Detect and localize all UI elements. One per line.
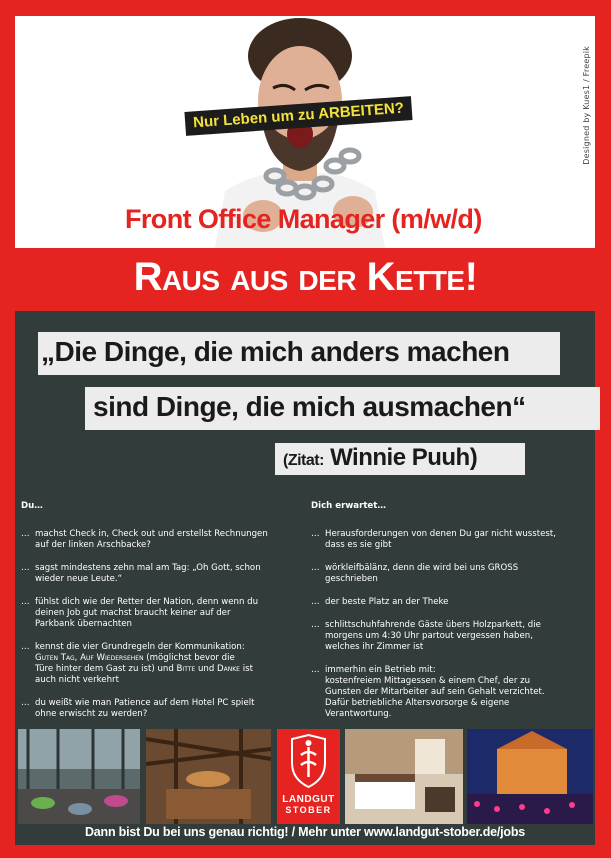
quote-line-1: „Die Dinge, die mich anders machen xyxy=(38,332,560,375)
list-item-text: Herausforderungen von denen Du gar nicht wusstest, dass es sie gibt xyxy=(325,529,556,550)
wooden-hall-photo xyxy=(146,729,271,824)
quote-attribution xyxy=(275,443,525,475)
list-item-text: schlittschuhfahrende Gäste übers Holzparkett, die morgens um 4:30 Uhr partout vergessen haben, welches ihr Zimmer ist xyxy=(325,620,541,652)
lounge-photo xyxy=(18,729,140,824)
ellipsis: … xyxy=(21,597,30,607)
photo-strip xyxy=(15,729,595,824)
list-item xyxy=(21,642,301,686)
expect-column xyxy=(311,501,593,732)
list-item xyxy=(21,529,301,551)
list-item xyxy=(311,620,593,653)
list-item-text: sagst mindestens zehn mal am Tag: „Oh Gott, schon wieder neue Leute.“ xyxy=(35,563,261,584)
event-night-photo xyxy=(467,729,593,824)
ellipsis: … xyxy=(311,597,320,607)
ellipsis: … xyxy=(311,529,320,539)
ellipsis: … xyxy=(21,698,30,708)
rule-text: und xyxy=(195,664,218,674)
list-item xyxy=(311,665,593,720)
list-item-text xyxy=(35,642,301,686)
communication-rules-intro: kennst die vier Grundregeln der Kommunikation: xyxy=(35,642,245,652)
quote-attribution-name: Winnie Puuh) xyxy=(330,444,478,471)
list-item-text: der beste Platz an der Theke xyxy=(325,597,449,607)
ellipsis: … xyxy=(21,642,30,652)
content-panel xyxy=(15,311,595,845)
list-item-text: immerhin ein Betrieb mit: kostenfreiem Mittagessen & einem Chef, der zu Gunsten der Mitarbeiter auf sein Gehalt verzichtet. Dafür betriebliche Altersvorsorge & eigene Verantwortung. xyxy=(325,665,545,719)
rule-text: ist auch nicht verkehrt xyxy=(35,664,253,685)
list-item-text: du weißt wie man Patience auf dem Hotel PC spielt ohne erwischt zu werden? xyxy=(35,698,255,719)
thanks-rule: Danke xyxy=(217,664,240,674)
image-credit: Designed by Kues1 / Freepik xyxy=(582,46,591,165)
job-title: Front Office Manager (m/w/d) xyxy=(125,204,482,234)
logo-line-2: STOBER xyxy=(285,805,332,815)
list-item xyxy=(311,529,593,551)
ellipsis: … xyxy=(311,665,320,675)
hero-image-area xyxy=(15,16,595,248)
list-item-text: wörkleifbälänz, denn die wird bei uns GROSS geschrieben xyxy=(325,563,519,584)
hotel-room-photo xyxy=(345,729,463,824)
list-item xyxy=(21,698,301,720)
list-item xyxy=(311,597,593,608)
list-item xyxy=(311,563,593,585)
quote-attribution-prefix: (Zitat: xyxy=(283,452,324,469)
ellipsis: … xyxy=(21,563,30,573)
tagline-badge: Nur Leben um zu ARBEITEN? xyxy=(184,96,412,136)
ellipsis: … xyxy=(311,620,320,630)
you-column xyxy=(21,501,301,732)
ellipsis: … xyxy=(311,563,320,573)
headline: Raus aus der Kette! xyxy=(133,255,478,299)
landgut-stober-logo xyxy=(277,729,340,824)
list-item xyxy=(21,597,301,630)
please-rule: Bitte xyxy=(176,664,196,674)
footer-cta: Dann bist Du bei uns genau richtig! / Mehr unter www.landgut-stober.de/jobs xyxy=(84,825,526,839)
list-item-text: fühlst dich wie der Retter der Nation, denn wenn du deinen Job gut machst braucht keiner auf der Parkbank übernachten xyxy=(35,597,259,629)
expect-column-heading: Dich erwartet… xyxy=(311,501,386,511)
logo-line-1: LANDGUT xyxy=(282,794,335,805)
quote-line-2: sind Dinge, die mich ausmachen“ xyxy=(85,387,600,430)
rule-text: (möglichst bevor die Türe hinter dem Gast zu ist) und xyxy=(35,653,235,674)
greeting-rule: Guten Tag, Auf Wiedersehen xyxy=(35,653,144,663)
you-column-heading: Du… xyxy=(21,501,43,511)
list-item xyxy=(21,563,301,585)
ellipsis: … xyxy=(21,529,30,539)
list-item-text: machst Check in, Check out und erstellst Rechnungen auf der linken Arschbacke? xyxy=(35,529,268,550)
